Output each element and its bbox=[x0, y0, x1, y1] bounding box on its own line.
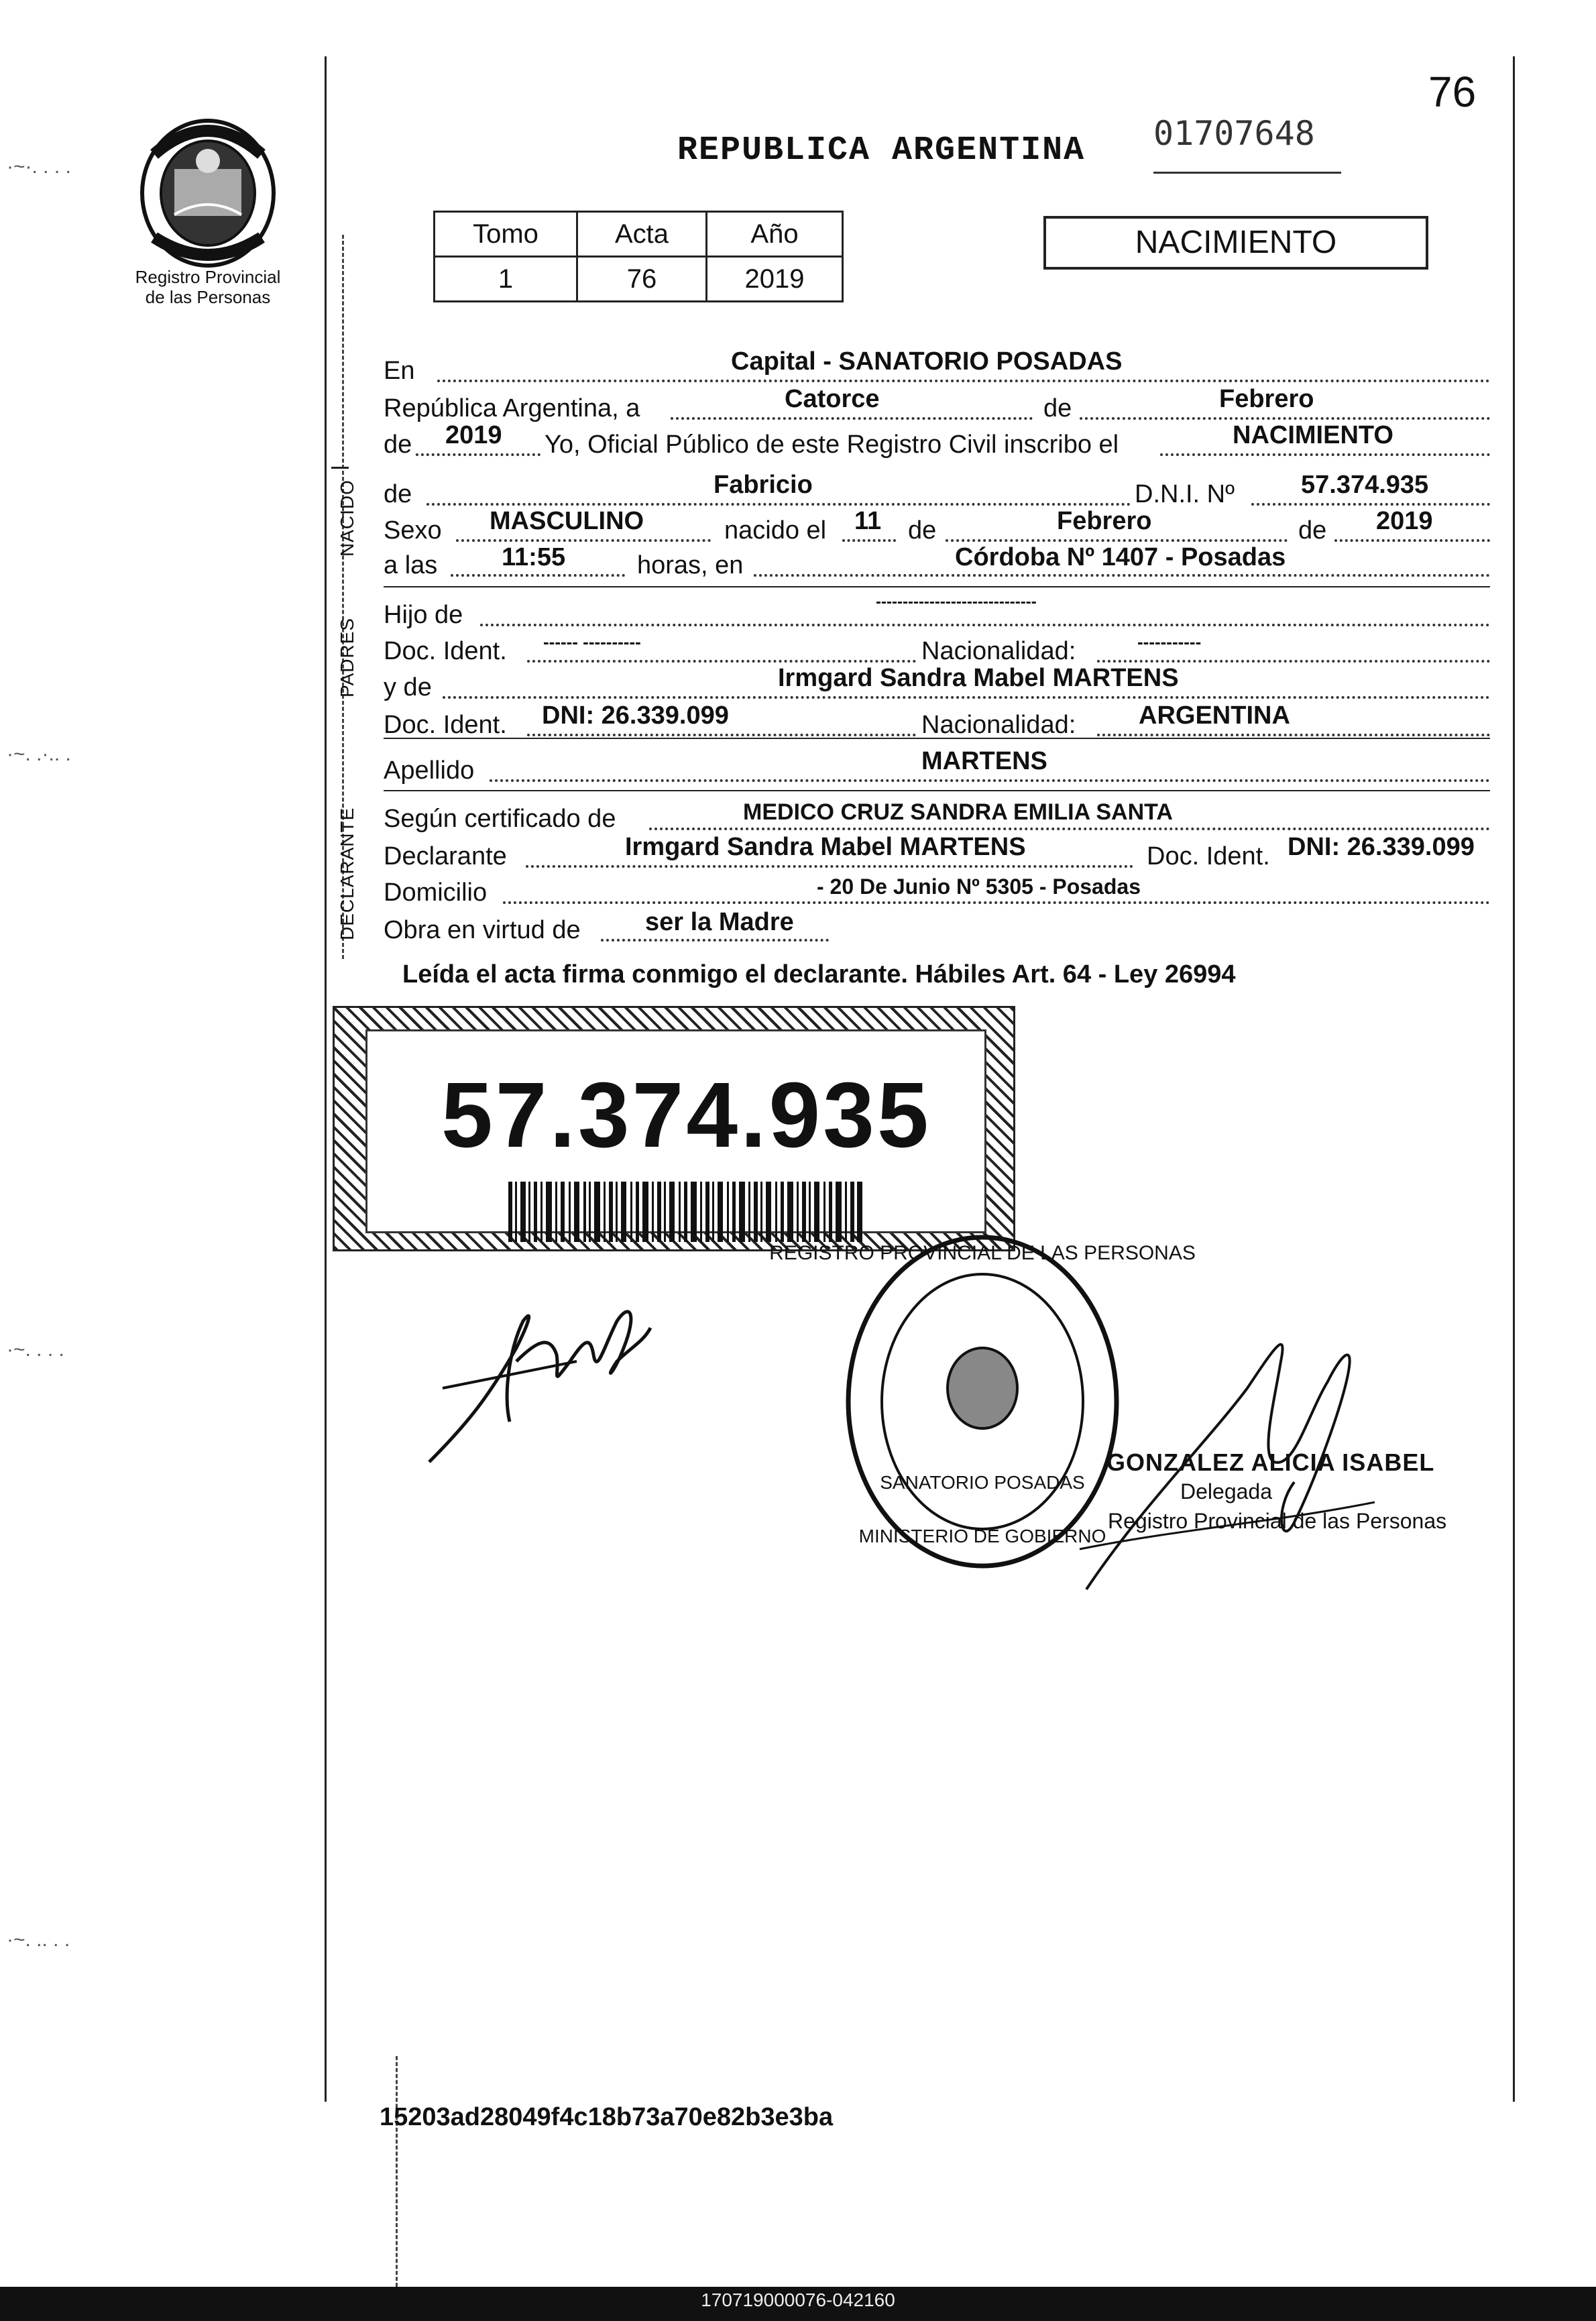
decl-doc-value: DNI: 26.339.099 bbox=[1288, 833, 1475, 861]
left-rule bbox=[325, 56, 327, 2102]
misiones-crest bbox=[134, 114, 282, 268]
footer-code: 170719000076-042160 bbox=[701, 2289, 895, 2310]
certificado-label: Según certificado de bbox=[384, 805, 616, 833]
doc1-value: ------ ---------- bbox=[543, 632, 641, 652]
header-tomo: Tomo bbox=[435, 212, 577, 257]
value-tomo: 1 bbox=[435, 257, 577, 302]
nac2-value: ARGENTINA bbox=[1139, 701, 1290, 730]
birth-year-dots bbox=[1334, 539, 1490, 542]
left-margin-marks: ·~·. . . . ·~. .·.. . ·~. . . . ·~. .. . . bbox=[7, 156, 71, 1951]
nombre-value: Fabricio bbox=[714, 471, 813, 499]
de3-label: de bbox=[1298, 516, 1327, 545]
certificado-dots bbox=[649, 828, 1490, 830]
declarante-label: Declarante bbox=[384, 842, 507, 870]
nacionalidad-1-label: Nacionalidad: bbox=[921, 637, 1076, 665]
barcode bbox=[508, 1182, 864, 1242]
value-ano: 2019 bbox=[707, 257, 843, 302]
de-label: de bbox=[1043, 394, 1072, 422]
obra-dots bbox=[601, 939, 829, 942]
birth-year: 2019 bbox=[1376, 507, 1433, 535]
document-hash: 15203ad28049f4c18b73a70e82b3e3ba bbox=[380, 2103, 834, 2131]
alas-label: a las bbox=[384, 551, 438, 579]
doc1-dots bbox=[527, 660, 916, 663]
apellido-value: MARTENS bbox=[921, 747, 1047, 775]
dni-dots bbox=[1251, 503, 1490, 506]
yde-label: y de bbox=[384, 673, 432, 701]
registry-label: Registro Provincial de las Personas bbox=[135, 267, 281, 307]
certificado-value: MEDICO CRUZ SANDRA EMILIA SANTA bbox=[743, 799, 1173, 825]
right-rule bbox=[1513, 56, 1515, 2102]
birth-month: Febrero bbox=[1057, 507, 1152, 535]
serial-underline bbox=[1153, 172, 1341, 174]
doc-ident-1-label: Doc. Ident. bbox=[384, 637, 507, 665]
inscribo-label: Yo, Oficial Público de este Registro Civil inscribo el bbox=[545, 431, 1119, 459]
domicilio-label: Domicilio bbox=[384, 879, 488, 907]
declarante-dots bbox=[526, 865, 1133, 868]
separator-padres bbox=[384, 586, 1490, 587]
record-type: NACIMIENTO bbox=[1043, 216, 1428, 270]
sexo-value: MASCULINO bbox=[490, 507, 644, 535]
madre-dots bbox=[443, 696, 1490, 699]
hijo-dots bbox=[480, 624, 1490, 626]
obra-label: Obra en virtud de bbox=[384, 916, 581, 944]
nombre-dots bbox=[426, 503, 1131, 506]
month-value: Febrero bbox=[1219, 385, 1314, 413]
inscribo-dots bbox=[1160, 453, 1490, 456]
doc-ident-2-label: Doc. Ident. bbox=[384, 711, 507, 739]
year-dots bbox=[416, 453, 540, 456]
birth-month-dots bbox=[946, 539, 1288, 542]
domicilio-dots bbox=[503, 901, 1490, 904]
sexo-dots bbox=[456, 539, 711, 542]
dni-sticker-number: 57.374.935 bbox=[441, 1064, 931, 1167]
domicilio-value: - 20 De Junio Nº 5305 - Posadas bbox=[817, 874, 1141, 899]
horas-label: horas, en bbox=[637, 551, 744, 579]
separator-nacido bbox=[331, 467, 349, 469]
nacido-label: nacido el bbox=[724, 516, 827, 545]
seal-bottom-text: MINISTERIO DE GOBIERNO bbox=[858, 1526, 1106, 1546]
separator-declarante bbox=[384, 790, 1490, 791]
dni-label: D.N.I. Nº bbox=[1135, 480, 1235, 508]
day-word: Catorce bbox=[785, 385, 880, 413]
doc2-dots bbox=[527, 734, 916, 736]
seal-inner-text: SANATORIO POSADAS bbox=[880, 1472, 1085, 1493]
bottom-dashed-rule bbox=[396, 2056, 398, 2287]
en-value: Capital - SANATORIO POSADAS bbox=[731, 347, 1123, 376]
republica-label: República Argentina, a bbox=[384, 394, 640, 422]
obra-value: ser la Madre bbox=[645, 908, 794, 936]
dni-value: 57.374.935 bbox=[1301, 471, 1429, 499]
signatory-org: Registro Provincial de las Personas bbox=[1108, 1509, 1447, 1533]
doc2-value: DNI: 26.339.099 bbox=[542, 701, 729, 730]
nacionalidad-2-label: Nacionalidad: bbox=[921, 711, 1076, 739]
birth-day: 11 bbox=[854, 507, 882, 535]
month-dots bbox=[1080, 417, 1490, 420]
inscribo-value: NACIMIENTO bbox=[1233, 421, 1393, 449]
sexo-label: Sexo bbox=[384, 516, 442, 545]
side-label-nacido: NACIDO bbox=[337, 479, 357, 557]
header-acta: Acta bbox=[577, 212, 707, 257]
hour-value: 11:55 bbox=[502, 543, 566, 571]
hijo-value: ------------------------------ bbox=[876, 593, 1037, 611]
side-label-padres: PADRES bbox=[337, 617, 357, 697]
de2-label: de bbox=[908, 516, 937, 545]
record-table bbox=[433, 211, 844, 302]
document-title: REPUBLICA ARGENTINA bbox=[677, 131, 1086, 170]
day-dots bbox=[671, 417, 1033, 420]
nac1-dots bbox=[1097, 660, 1490, 663]
nombre-label: de bbox=[384, 480, 412, 508]
apellido-dots bbox=[490, 779, 1490, 782]
year-label: de bbox=[384, 431, 412, 459]
hijo-label: Hijo de bbox=[384, 601, 463, 629]
serial-number: 01707648 bbox=[1153, 114, 1315, 153]
en-label: En bbox=[384, 357, 415, 385]
nac1-value: ----------- bbox=[1137, 632, 1202, 652]
signatory-name: GONZALEZ ALICIA ISABEL bbox=[1106, 1449, 1435, 1476]
declarante-value: Irmgard Sandra Mabel MARTENS bbox=[625, 833, 1026, 861]
signatory-role: Delegada bbox=[1180, 1479, 1272, 1504]
en-dots bbox=[437, 380, 1490, 382]
seal-outer-text: REGISTRO PROVINCIAL DE LAS PERSONAS bbox=[769, 1242, 1196, 1264]
place-value: Córdoba Nº 1407 - Posadas bbox=[955, 543, 1286, 571]
nac2-dots bbox=[1097, 734, 1490, 736]
value-acta: 76 bbox=[577, 257, 707, 302]
page-number: 76 bbox=[1428, 68, 1477, 116]
dni-sticker bbox=[333, 1006, 1015, 1251]
decl-doc-label: Doc. Ident. bbox=[1147, 842, 1270, 870]
side-label-declarante: DECLARANTE bbox=[337, 807, 357, 940]
hour-dots bbox=[451, 574, 625, 577]
officer-signature bbox=[416, 1281, 657, 1475]
place-dots bbox=[754, 574, 1490, 577]
year-value: 2019 bbox=[445, 421, 502, 449]
birth-day-dots bbox=[842, 539, 896, 542]
sticker-inner bbox=[365, 1029, 986, 1233]
apellido-label: Apellido bbox=[384, 756, 475, 785]
madre-value: Irmgard Sandra Mabel MARTENS bbox=[778, 664, 1179, 692]
header-ano: Año bbox=[707, 212, 843, 257]
legal-text: Leída el acta firma conmigo el declarante. Hábiles Art. 64 - Ley 26994 bbox=[402, 960, 1236, 988]
